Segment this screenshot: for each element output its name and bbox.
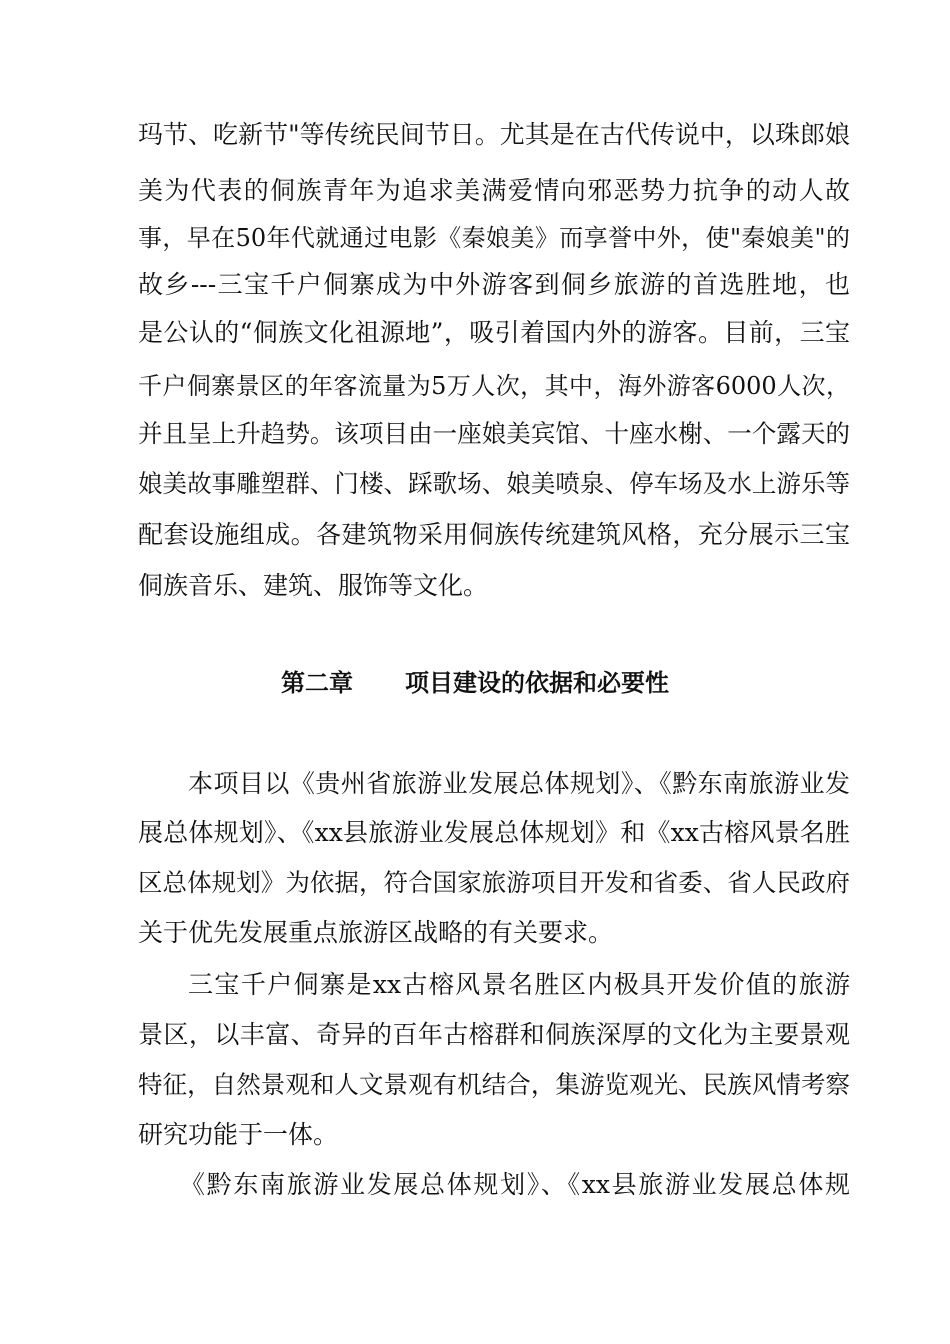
text-line: 千户侗寨景区的年客流量为5万人次，其中，海外游客6000人次， <box>138 372 850 400</box>
text-line: 关于优先发展重点旅游区战略的有关要求。 <box>138 918 614 947</box>
text-line: 玛节、吃新节"等传统民间节日。尤其是在古代传说中，以珠郎娘 <box>138 120 850 149</box>
text-line: 事，早在50年代就通过电影《秦娘美》而享誉中外，使"秦娘美"的 <box>138 224 850 252</box>
chapter-title: 项目建设的依据和必要性 <box>405 669 669 697</box>
text-line: 本项目以《贵州省旅游业发展总体规划》、《黔东南旅游业发 <box>188 769 850 798</box>
text-line: 娘美故事雕塑群、门楼、踩歌场、娘美喷泉、停车场及水上游乐等 <box>138 469 850 498</box>
text-line: 并且呈上升趋势。该项目由一座娘美宾馆、十座水榭、一个露天的 <box>138 419 850 448</box>
text-line: 配套设施组成。各建筑物采用侗族传统建筑风格，充分展示三宝 <box>138 520 850 549</box>
text-line: 故乡---三宝千户侗寨成为中外游客到侗乡旅游的首选胜地，也 <box>138 270 850 299</box>
text-line: 三宝千户侗寨是xx古榕风景名胜区内极具开发价值的旅游 <box>188 970 850 999</box>
text-line: 展总体规划》、《xx县旅游业发展总体规划》和《xx古榕风景名胜 <box>138 818 850 847</box>
text-line: 侗族音乐、建筑、服饰等文化。 <box>138 571 489 600</box>
text-line: 区总体规划》为依据，符合国家旅游项目开发和省委、省人民政府 <box>138 868 850 897</box>
chapter-number: 第二章 <box>281 669 353 697</box>
text-line: 《黔东南旅游业发展总体规划》、《xx县旅游业发展总体规 <box>180 1170 850 1199</box>
chapter-heading <box>0 666 950 700</box>
text-line: 是公认的“侗族文化祖源地”，吸引着国内外的游客。目前，三宝 <box>138 318 850 347</box>
text-line: 研究功能于一体。 <box>138 1120 339 1149</box>
text-line: 美为代表的侗族青年为追求美满爱情向邪恶势力抗争的动人故 <box>138 176 850 205</box>
text-line: 景区，以丰富、奇异的百年古榕群和侗族深厚的文化为主要景观 <box>138 1020 850 1049</box>
text-line: 特征，自然景观和人文景观有机结合，集游览观光、民族风情考察 <box>138 1070 850 1099</box>
